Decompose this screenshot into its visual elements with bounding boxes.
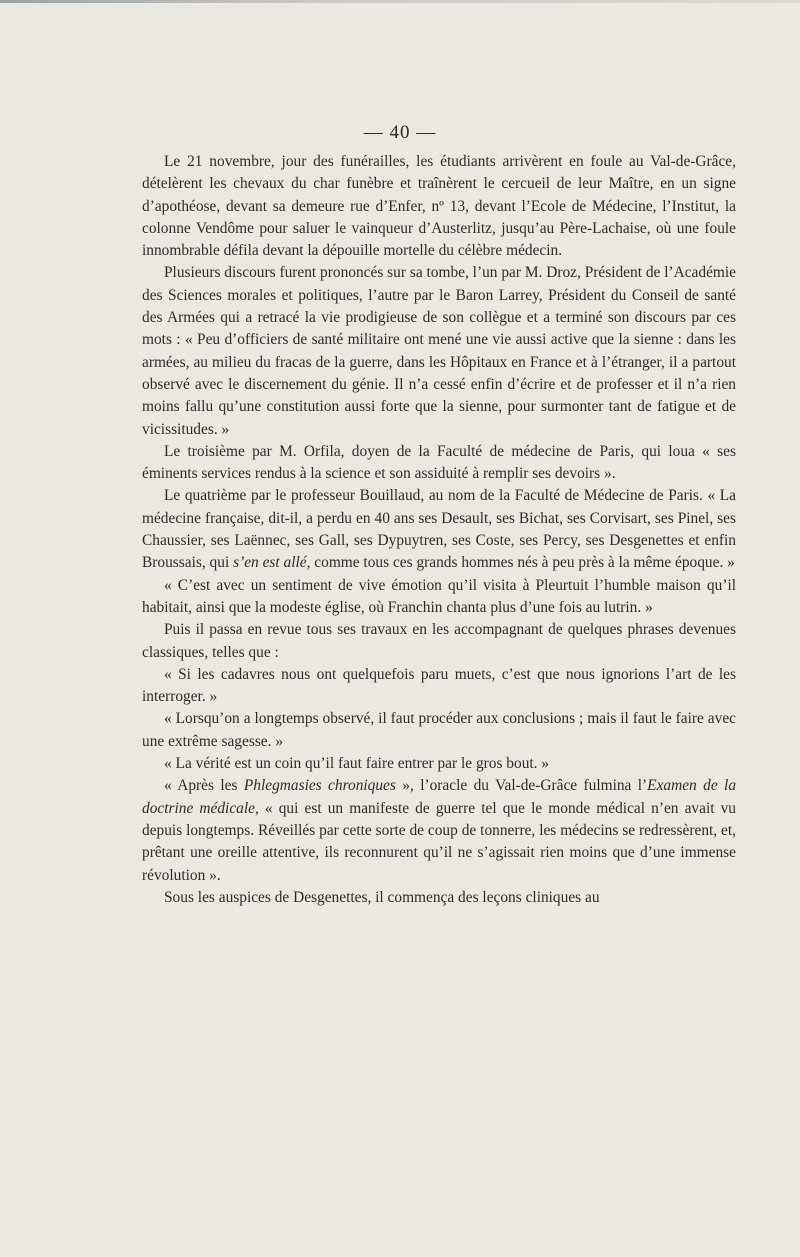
paragraph-speech-bouillaud <box>142 485 736 574</box>
text-run: », l’oracle du Val-de-Grâce fulmina l’ <box>395 777 648 795</box>
paragraph-clinical-lessons: Sous les auspices de Desgenettes, il commença des leçons cliniques au <box>164 888 600 906</box>
quote-observation: « Lorsqu’on a longtemps observé, il faut procéder aux conclusions ; mais il faut le faire avec une extrême sagesse. » <box>142 710 736 750</box>
text-run: « Après les <box>164 777 244 795</box>
italic-phrase: s’en est allé <box>233 554 307 572</box>
italic-title: Examen de la doctrine médicale <box>142 777 737 817</box>
text-run: , comme tous ces grands hommes nés à peu près à la même époque. » <box>306 554 735 572</box>
text-run: Le quatrième par le professeur Bouillaud, au nom de la Faculté de Médecine de Paris. « La médecine française, dit-il, a perdu en 40 ans ses Desault, ses Bichat, ses Corvisart, ses Pinel, ses Chaussier, ses Laënnec, ses Gall, ses Dypuytren, ses Coste, ses Percy, ses Desgenettes et enfin Broussais, qui <box>142 487 736 572</box>
paragraph-speeches-larrey: Plusieurs discours furent prononcés sur sa tombe, l’un par M. Droz, Président de l’Académie des Sciences morales et politiques, l’autre par le Baron Larrey, Président du Conseil de santé des Armées qui a retracé la vie prodigieuse de son collègue et a terminé son discours par ces mots : « Peu d’officiers de santé militaire ont mené une vie aussi active que la sienne : dans les armées, au milieu du fracas de la guerre, dans les Hôpitaux en France et à l’étranger, il a partout observé avec le discernement du génie. Il n’a cessé enfin d’écrire et de professer et il n’a rien moins fallu qu’une constitution aussi forte que la sienne, pour surmonter tant de fatigue et de vicissitudes. » <box>142 264 736 438</box>
paragraph-examen <box>142 775 736 886</box>
paragraph-speech-orfila: Le troisième par M. Orfila, doyen de la Faculté de médecine de Paris, qui loua « ses éminents services rendus à la science et son assiduité à remplir ses devoirs ». <box>142 442 736 483</box>
page-number: — 40 — <box>363 122 437 143</box>
scan-top-edge <box>0 0 800 3</box>
paragraph-pleurtuit: « C’est avec un sentiment de vive émotion qu’il visita à Pleurtuit l’humble maison qu’il habitait, ainsi que la modeste église, où Franchin chanta plus d’une fois au lutrin. » <box>142 576 736 616</box>
quote-verite: « La vérité est un coin qu’il faut faire entrer par le gros bout. » <box>164 755 550 773</box>
italic-title: Phlegmasies chroniques <box>243 777 396 795</box>
body-text <box>142 151 736 909</box>
text-run: , « qui est un manifeste de guerre tel que le monde médical n’en avait vu depuis longtemps. Réveillés par cette sorte de coup de tonnerre, les médecins se redressèrent, et, prêtant une oreille attentive, ils reconnurent qu’il ne s’agissait rien moins que d’une immense révolution ». <box>142 799 736 884</box>
paragraph-funeral-procession: Le 21 novembre, jour des funérailles, les étudiants arrivèrent en foule au Val-de-Grâce, dételèrent les chevaux du char funèbre et traînèrent le cercueil de leur Maître, en un signe d’apothéose, devant sa demeure rue d’Enfer, nº 13, devant l’Ecole de Médecine, l’Institut, la colonne Vendôme pour saluer le vainqueur d’Austerlitz, jusqu’au Père-Lachaise, où une foule innombrable défila devant la dépouille mortelle du célèbre médecin. <box>142 153 736 260</box>
quote-cadavres: « Si les cadavres nous ont quelquefois paru muets, c’est que nous ignorions l’art de les interroger. » <box>142 665 736 706</box>
paragraph-review-works: Puis il passa en revue tous ses travaux en les accompagnant de quelques phrases devenues classiques, telles que : <box>142 621 736 661</box>
